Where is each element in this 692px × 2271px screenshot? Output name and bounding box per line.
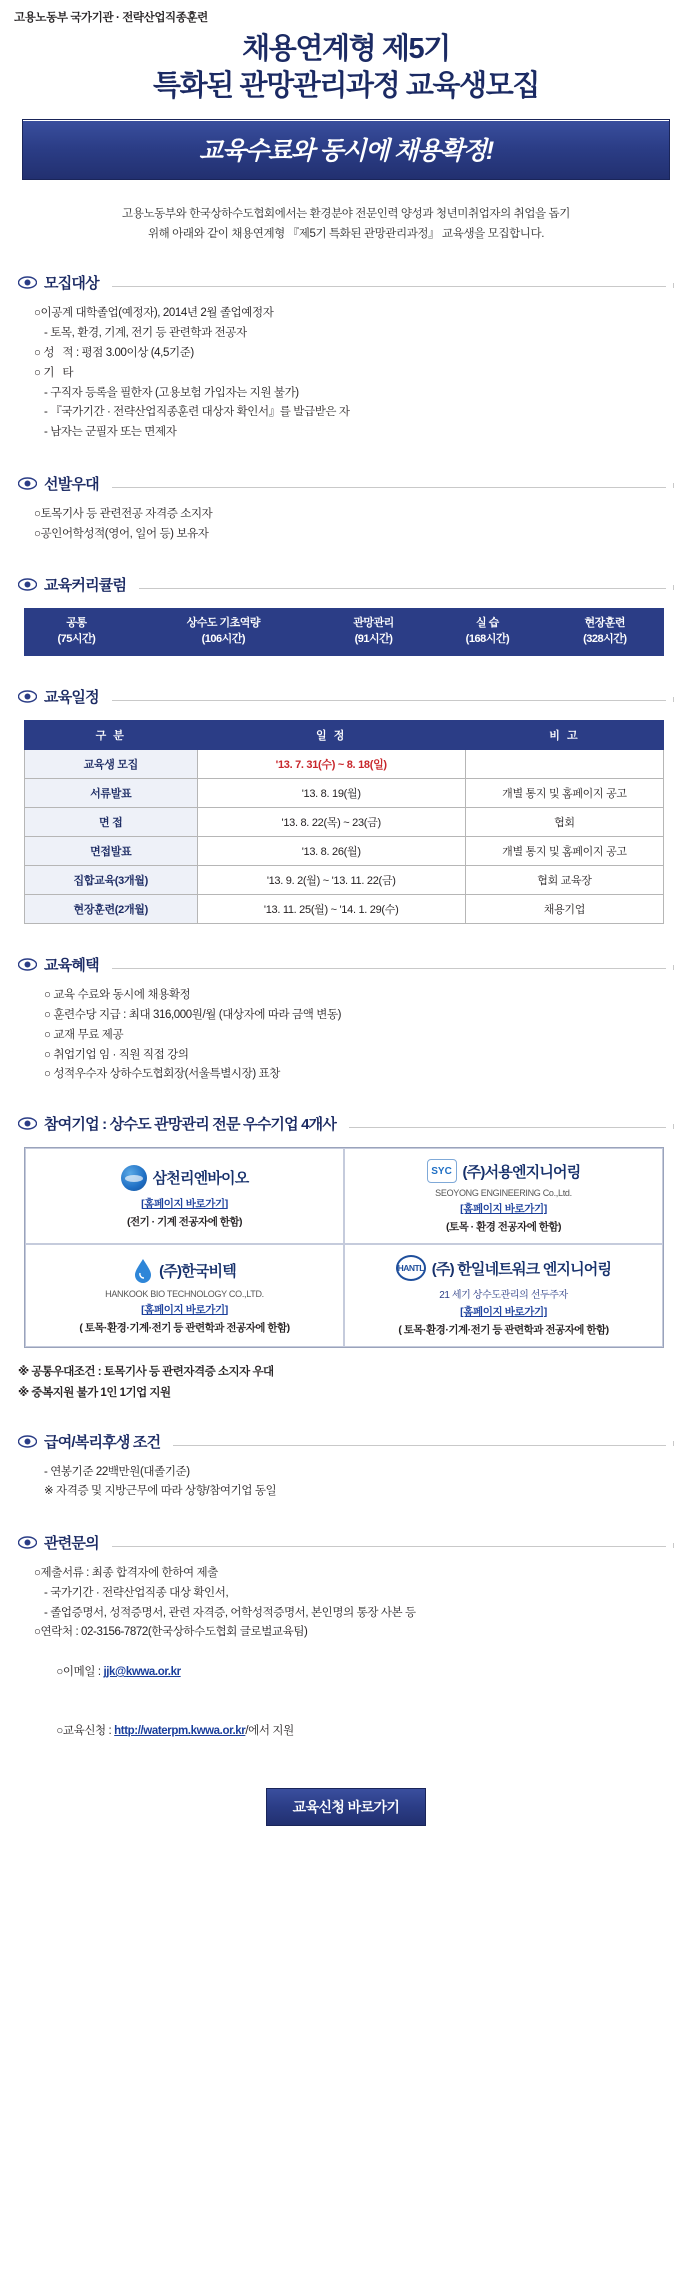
company-note: ( 토목·환경·기계·전기 등 관련학과 전공자에 한함) [79,1321,290,1334]
curriculum-table [24,608,664,656]
table-header-row [25,721,664,750]
section-rule [112,700,666,701]
list-item: - 구직자 등록을 필한자 (고용보험 가입자는 지원 불가) [44,386,299,399]
section-title: 참여기업 : 상수도 관망관리 전문 우수기업 4개사 [44,1116,337,1134]
schedule-date: '13. 8. 19(월) [197,779,465,808]
list-item: ○ 교육 수료와 동시에 채용확정 [44,989,191,1002]
company-name: (주)한국비텍 [159,1263,236,1281]
section-rule-end [673,585,674,590]
company-name: (주)서용엔지니어링 [462,1163,581,1181]
curriculum-cell [128,609,318,656]
curriculum-name: 상수도 기초역량 [186,617,261,630]
section-title: 모집대상 [44,275,99,293]
schedule-stage: 면접발표 [25,837,198,866]
section-body [18,978,674,1085]
list-item: ○연락처 : 02-3156-7872(한국상하수도협회 글로벌교육팀) [34,1626,308,1639]
schedule-note: 협회 교육장 [465,866,663,895]
section-header [18,473,674,497]
section-header [18,272,674,296]
company-logo-row [133,1258,236,1284]
eye-icon [18,690,37,703]
company-logo-row [396,1255,611,1281]
list-item: ○ 교재 무료 제공 [44,1028,124,1041]
table-row [25,837,664,866]
section-rule-end [673,965,674,970]
schedule-date: '13. 7. 31(수) ~ 8. 18(일) [197,750,465,779]
table-row [25,609,664,656]
list-item: - 졸업증명서, 성적증명서, 관련 자격증, 어학성적증명서, 본인명의 통장 사본 등 [44,1606,416,1619]
curriculum-hours: (168시간) [465,633,510,646]
company-tagline: 21 세기 상수도관리의 선두주자 [439,1290,568,1302]
contact-apply-suffix: /에서 지원 [245,1725,294,1738]
section-title: 교육혜택 [44,957,99,975]
section-title: 선발우대 [44,475,99,493]
contact-apply-label: ○교육신청 : [56,1725,115,1738]
table-row [25,808,664,837]
section-rule-end [673,483,674,488]
list-item: ○제출서류 : 최종 합격자에 한하여 제출 [34,1567,218,1580]
apply-url-link[interactable]: http://waterpm.kwwa.or.kr [114,1725,246,1738]
section-contact [18,1532,674,1762]
curriculum-name: 공통 [66,617,87,630]
highlight-banner [22,119,670,180]
section-recruit-target [18,272,674,442]
section-rule-end [673,1543,674,1548]
curriculum-cell [25,609,129,656]
table-row [25,866,664,895]
list-item: ○공인어학성적(영어, 일어 등) 보유자 [34,527,209,540]
highlight-banner-text: 교육수료와 동시에 채용확정! [198,137,494,166]
list-item: ○ 훈련수당 지급 : 최대 316,000원/월 (대상자에 따라 금액 변동) [44,1009,342,1021]
schedule-note [465,750,663,779]
company-homepage-link[interactable]: [홈페이지 바로가기] [141,1303,228,1316]
section-schedule [18,686,674,924]
curriculum-name: 관망관리 [353,617,394,630]
section-header [18,1113,674,1137]
section-rule [112,286,666,287]
contact-email-row [34,1643,668,1702]
list-item: ※ 자격증 및 지방근무에 따라 상향/참여기업 동일 [44,1485,277,1498]
section-rule [112,968,666,969]
section-body [18,497,674,545]
company-note: (토목 · 환경 전공자에 한함) [445,1221,562,1234]
eye-icon [18,1536,37,1549]
section-companies [18,1113,674,1348]
curriculum-hours: (106시간) [201,633,246,646]
column-header: 일 정 [197,721,465,750]
section-body [18,1556,674,1762]
section-title: 관련문의 [44,1535,99,1553]
list-item: ○이공계 대학졸업(예정자), 2014년 2월 졸업예정자 [34,307,274,320]
section-body [18,296,674,442]
contact-apply-row [34,1702,668,1761]
company-subtitle: HANKOOK BIO TECHNOLOGY CO.,LTD. [105,1288,264,1299]
intro-paragraph [0,180,692,250]
intro-line-1: 고용노동부와 한국상하수도협회에서는 환경분야 전문인력 양성과 청년미취업자의 취업을 돕기 [122,208,570,221]
company-homepage-link[interactable]: [홈페이지 바로가기] [460,1203,547,1216]
table-row [25,750,664,779]
syc-icon: SYC [427,1159,457,1183]
schedule-note: 개별 통지 및 홈페이지 공고 [465,837,663,866]
section-title: 교육일정 [44,689,99,707]
eye-icon [18,958,37,971]
list-item: - 남자는 군필자 또는 면제자 [44,426,177,439]
company-card [25,1244,344,1347]
list-item: - 국가기간 · 전략산업직종 대상 확인서, [44,1586,229,1599]
curriculum-name: 현장훈련 [584,617,626,630]
schedule-stage: 교육생 모집 [25,750,198,779]
list-item: ○ 취업기업 임 · 직원 직접 강의 [44,1048,189,1061]
list-item: ○ 성 적 : 평점 3.00이상 (4,5기준) [34,347,194,359]
schedule-date: '13. 8. 26(월) [197,837,465,866]
eye-icon [18,1435,37,1448]
blue-circle-icon [121,1165,147,1191]
page-title-line1: 채용연계형 제5기 [242,33,450,65]
schedule-date: '13. 11. 25(월) ~ '14. 1. 29(수) [197,895,465,924]
section-header [18,686,674,710]
schedule-stage: 면 접 [25,808,198,837]
section-rule-end [673,697,674,702]
schedule-note: 협회 [465,808,663,837]
hanil-icon: HANTL [396,1255,426,1281]
company-logo-row [427,1159,581,1183]
schedule-date: '13. 8. 22(목) ~ 23(금) [197,808,465,837]
section-benefits [18,954,674,1085]
company-name: 삼천리엔바이오 [152,1170,249,1188]
poster-title [0,29,692,111]
curriculum-cell [429,609,546,656]
eye-icon [18,1117,37,1130]
apply-button-wrap [0,1788,692,1826]
schedule-note: 채용기업 [465,895,663,924]
company-subtitle: SEOYONG ENGINEERING Co.,Ltd. [435,1188,572,1199]
list-item: - 연봉기준 22백만원(대졸기준) [44,1465,190,1478]
company-name: (주) 한일네트워크 엔지니어링 [431,1260,612,1278]
section-title: 급여/복리후생 조건 [44,1433,161,1451]
note-line: ※ 공통우대조건 : 토목기사 등 관련자격증 소지자 우대 [18,1366,274,1379]
company-card [25,1148,344,1244]
column-header: 구 분 [25,721,198,750]
list-item: ○토목기사 등 관련전공 자격증 소지자 [34,507,213,520]
schedule-stage: 집합교육(3개월) [25,866,198,895]
company-homepage-link[interactable]: [홈페이지 바로가기] [460,1306,547,1319]
eye-icon [18,578,37,591]
list-item: ○ 기 타 [34,366,74,379]
note-line: ※ 중복지원 불가 1인 1기업 지원 [18,1387,171,1400]
table-row [25,779,664,808]
intro-line-2: 위해 아래와 같이 채용연계형 『제5기 특화된 관망관리과정』 교육생을 모집합니다. [147,228,545,241]
eye-icon [18,276,37,289]
section-body [18,1455,674,1503]
section-title: 교육커리큘럼 [44,577,127,595]
company-card [344,1148,663,1244]
section-rule [112,1546,666,1547]
contact-email-link[interactable]: jjk@kwwa.or.kr [103,1665,181,1678]
curriculum-cell [546,609,663,656]
list-item: - 『국가기간 · 전략산업직종훈련 대상자 확인서』를 발급받은 자 [44,406,350,419]
section-header [18,1532,674,1556]
schedule-date: '13. 9. 2(월) ~ '13. 11. 22(금) [197,866,465,895]
curriculum-hours: (75시간) [57,633,96,646]
section-curriculum [18,574,674,656]
section-rule-end [673,1124,674,1129]
section-rule [173,1445,666,1446]
table-row [25,895,664,924]
apply-button[interactable]: 교육신청 바로가기 [266,1788,427,1826]
section-header [18,954,674,978]
contact-email-label: ○이메일 : [56,1665,104,1678]
section-rule-end [673,283,674,288]
curriculum-name: 실 습 [475,617,499,630]
company-note: (전기 · 기계 전공자에 한함) [126,1215,243,1228]
section-rule [349,1127,666,1128]
company-homepage-link[interactable]: [홈페이지 바로가기] [141,1197,228,1210]
curriculum-hours: (91시간) [354,633,393,646]
schedule-stage: 현장훈련(2개월) [25,895,198,924]
company-grid [24,1147,664,1348]
section-rule-end [673,1441,674,1446]
curriculum-cell [318,609,428,656]
gov-agency-line: 고용노동부 국가기관 · 전략산업직종훈련 [14,12,208,24]
general-notes [18,1362,674,1405]
curriculum-hours: (328시간) [583,633,627,646]
schedule-table [24,720,664,924]
page-title-line2: 특화된 관망관리과정 교육생모집 [153,70,539,103]
section-rule [112,487,666,488]
company-logo-row [121,1165,249,1191]
column-header: 비 고 [465,721,663,750]
section-salary [18,1431,674,1503]
section-preferred [18,473,674,545]
section-header [18,574,674,598]
water-drop-icon [133,1258,153,1284]
eye-icon [18,477,37,490]
company-note: ( 토목·환경·기계·전기 등 관련학과 전공자에 한함) [398,1324,609,1337]
section-rule [139,588,666,589]
schedule-stage: 서류발표 [25,779,198,808]
section-header [18,1431,674,1455]
list-item: - 토목, 환경, 기계, 전기 등 관련학과 전공자 [44,327,247,340]
company-card [344,1244,663,1347]
list-item: ○ 성적우수자 상하수도협회장(서울특별시장) 표창 [44,1068,280,1081]
schedule-note: 개별 통지 및 홈페이지 공고 [465,779,663,808]
